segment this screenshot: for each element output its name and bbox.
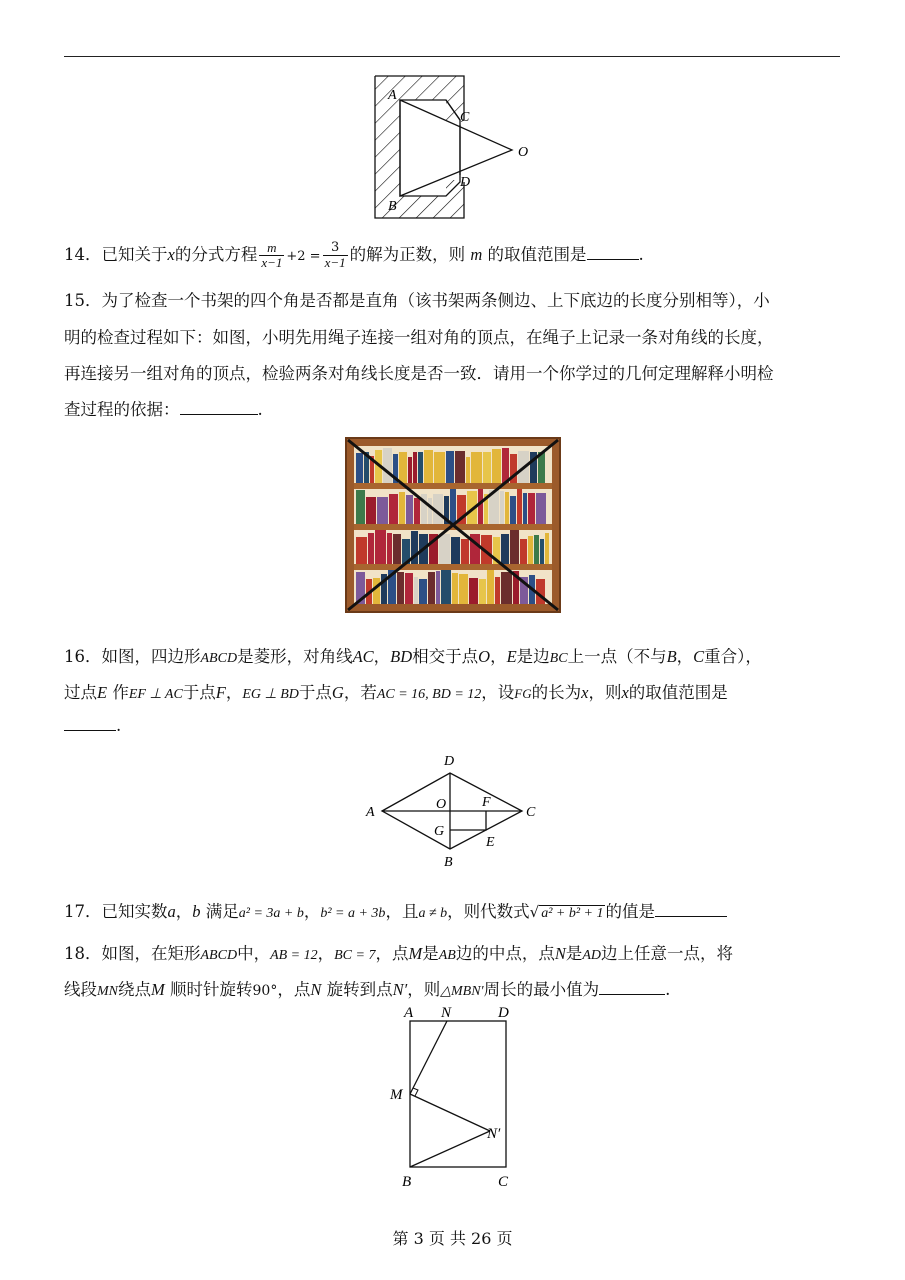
answer-blank-14[interactable] — [587, 258, 639, 260]
label-B: B — [402, 1174, 412, 1190]
book — [520, 539, 527, 564]
book — [461, 539, 469, 564]
label-C: C — [498, 1174, 509, 1190]
book — [540, 539, 544, 564]
book — [528, 536, 533, 564]
book — [356, 490, 365, 524]
figure-wall-triangle — [360, 70, 550, 222]
label-A: A — [366, 805, 375, 820]
fraction-m: $\frac{m}{x-1}$ — [261, 240, 283, 270]
book — [397, 572, 404, 604]
book — [501, 572, 512, 604]
book — [428, 572, 435, 604]
question-15-line-2: 明的检查过程如下：如图，小明先用绳子连接一组对角的顶点，在绳子上记录一条对角线的长度， — [64, 328, 774, 347]
book — [487, 570, 494, 604]
label-A: A — [388, 88, 397, 103]
label-O: O — [518, 145, 529, 160]
label-D: D — [460, 175, 471, 190]
book — [517, 489, 522, 524]
fraction-3: $\frac{3}{x-1}$ — [324, 240, 346, 270]
book — [366, 497, 376, 524]
book — [451, 537, 460, 564]
book — [418, 452, 423, 483]
book — [510, 496, 516, 524]
label-M: M — [390, 1087, 403, 1103]
label-O: O — [436, 797, 447, 812]
book — [424, 450, 433, 483]
answer-blank-16[interactable] — [64, 729, 116, 731]
book — [405, 573, 413, 604]
book — [452, 573, 458, 604]
book — [373, 578, 380, 604]
book — [399, 452, 407, 483]
book — [483, 452, 491, 483]
book — [414, 577, 418, 604]
book — [545, 533, 549, 564]
book — [510, 530, 519, 564]
answer-blank-17[interactable] — [655, 915, 727, 917]
book — [536, 493, 546, 524]
header-rule — [64, 56, 840, 57]
label-E: E — [486, 835, 495, 850]
book — [455, 451, 465, 483]
question-18-line-1: 18．如图，在矩形ABCD中，AB = 12，BC = 7，点M是AB边的中点，点N是AD边上任意一点，将 — [64, 944, 734, 963]
label-C: C — [460, 110, 470, 125]
book — [523, 493, 527, 524]
book — [439, 534, 450, 564]
label-G: G — [434, 824, 445, 839]
question-16-line-3: . — [64, 716, 844, 735]
book — [502, 448, 509, 483]
book — [505, 492, 509, 524]
book — [389, 494, 398, 524]
book — [534, 535, 539, 564]
book — [446, 451, 454, 483]
figure-rhombus — [360, 748, 550, 874]
book — [413, 452, 417, 483]
book — [479, 579, 486, 604]
label-D: D — [498, 1005, 509, 1021]
book — [459, 574, 468, 604]
question-18-line-2: 线段MN绕点M 顺时针旋转90°，点N 旋转到点N′，则△MBN′周长的最小值为 . — [64, 980, 671, 999]
sqrt-expression: a² + b² + 1 — [541, 906, 604, 921]
answer-blank-15[interactable] — [180, 413, 258, 415]
book — [492, 449, 501, 483]
book — [469, 578, 478, 604]
book — [399, 492, 405, 524]
book — [383, 448, 392, 483]
label-C: C — [526, 805, 536, 820]
question-16-line-2: 过点E 作EF ⊥ AC于点F，EG ⊥ BD于点G，若AC = 16, BD = 12，设FG的长为x，则x的取值范围是 — [64, 683, 728, 702]
question-15-line-1: 15．为了检查一个书架的四个角是否都是直角（该书架两条侧边、上下底边的长度分别相等），小 — [64, 291, 770, 310]
label-N: N — [441, 1005, 452, 1021]
question-17: 17．已知实数a，b 满足a² = 3a + b，b² = a + 3b，且a ≠ b，则代数式√ a² + b² + 1 的值是 — [64, 898, 844, 922]
book — [466, 457, 470, 483]
book — [414, 498, 420, 524]
label-A: A — [404, 1005, 414, 1021]
question-15-line-3: 再连接另一组对角的顶点，检验两条对角线长度是否一致．请用一个你学过的几何定理解释小明检 — [64, 364, 774, 383]
book — [368, 533, 374, 564]
figure-rectangle — [384, 1000, 534, 1196]
label-N-prime: N′ — [487, 1126, 501, 1142]
book — [441, 570, 451, 604]
book — [471, 452, 482, 483]
book — [393, 534, 401, 564]
book — [434, 452, 445, 483]
book — [501, 534, 509, 564]
book — [375, 530, 386, 564]
question-15-line-4: 查过程的依据： . — [64, 400, 263, 419]
question-16-line-1: 16．如图，四边形ABCD是菱形，对角线AC，BD相交于点O，E是边BC上一点（不与B，C重合）， — [64, 647, 762, 666]
book — [406, 495, 413, 524]
book — [500, 491, 504, 524]
book — [428, 498, 432, 524]
book — [356, 453, 363, 483]
question-14: 14．已知关于x的分式方程 $\frac{m}{x-1}$ +2 = $\frac{3}{x-1}$ 的解为正数，则 m 的取值范围是 . — [64, 240, 644, 270]
book — [436, 571, 440, 604]
label-D: D — [444, 754, 455, 769]
figure-bookshelf — [344, 436, 562, 614]
answer-blank-18[interactable] — [599, 993, 665, 995]
label-B: B — [444, 855, 453, 870]
book — [495, 577, 500, 604]
book — [408, 457, 412, 483]
book — [356, 537, 367, 564]
book — [419, 579, 427, 604]
book — [387, 533, 392, 564]
label-B: B — [388, 199, 397, 214]
book — [450, 489, 456, 524]
label-F: F — [482, 795, 491, 810]
page-footer: 第 3 页 共 26 页 — [392, 1229, 513, 1248]
book — [528, 493, 535, 524]
book — [377, 497, 388, 524]
book — [478, 489, 483, 524]
